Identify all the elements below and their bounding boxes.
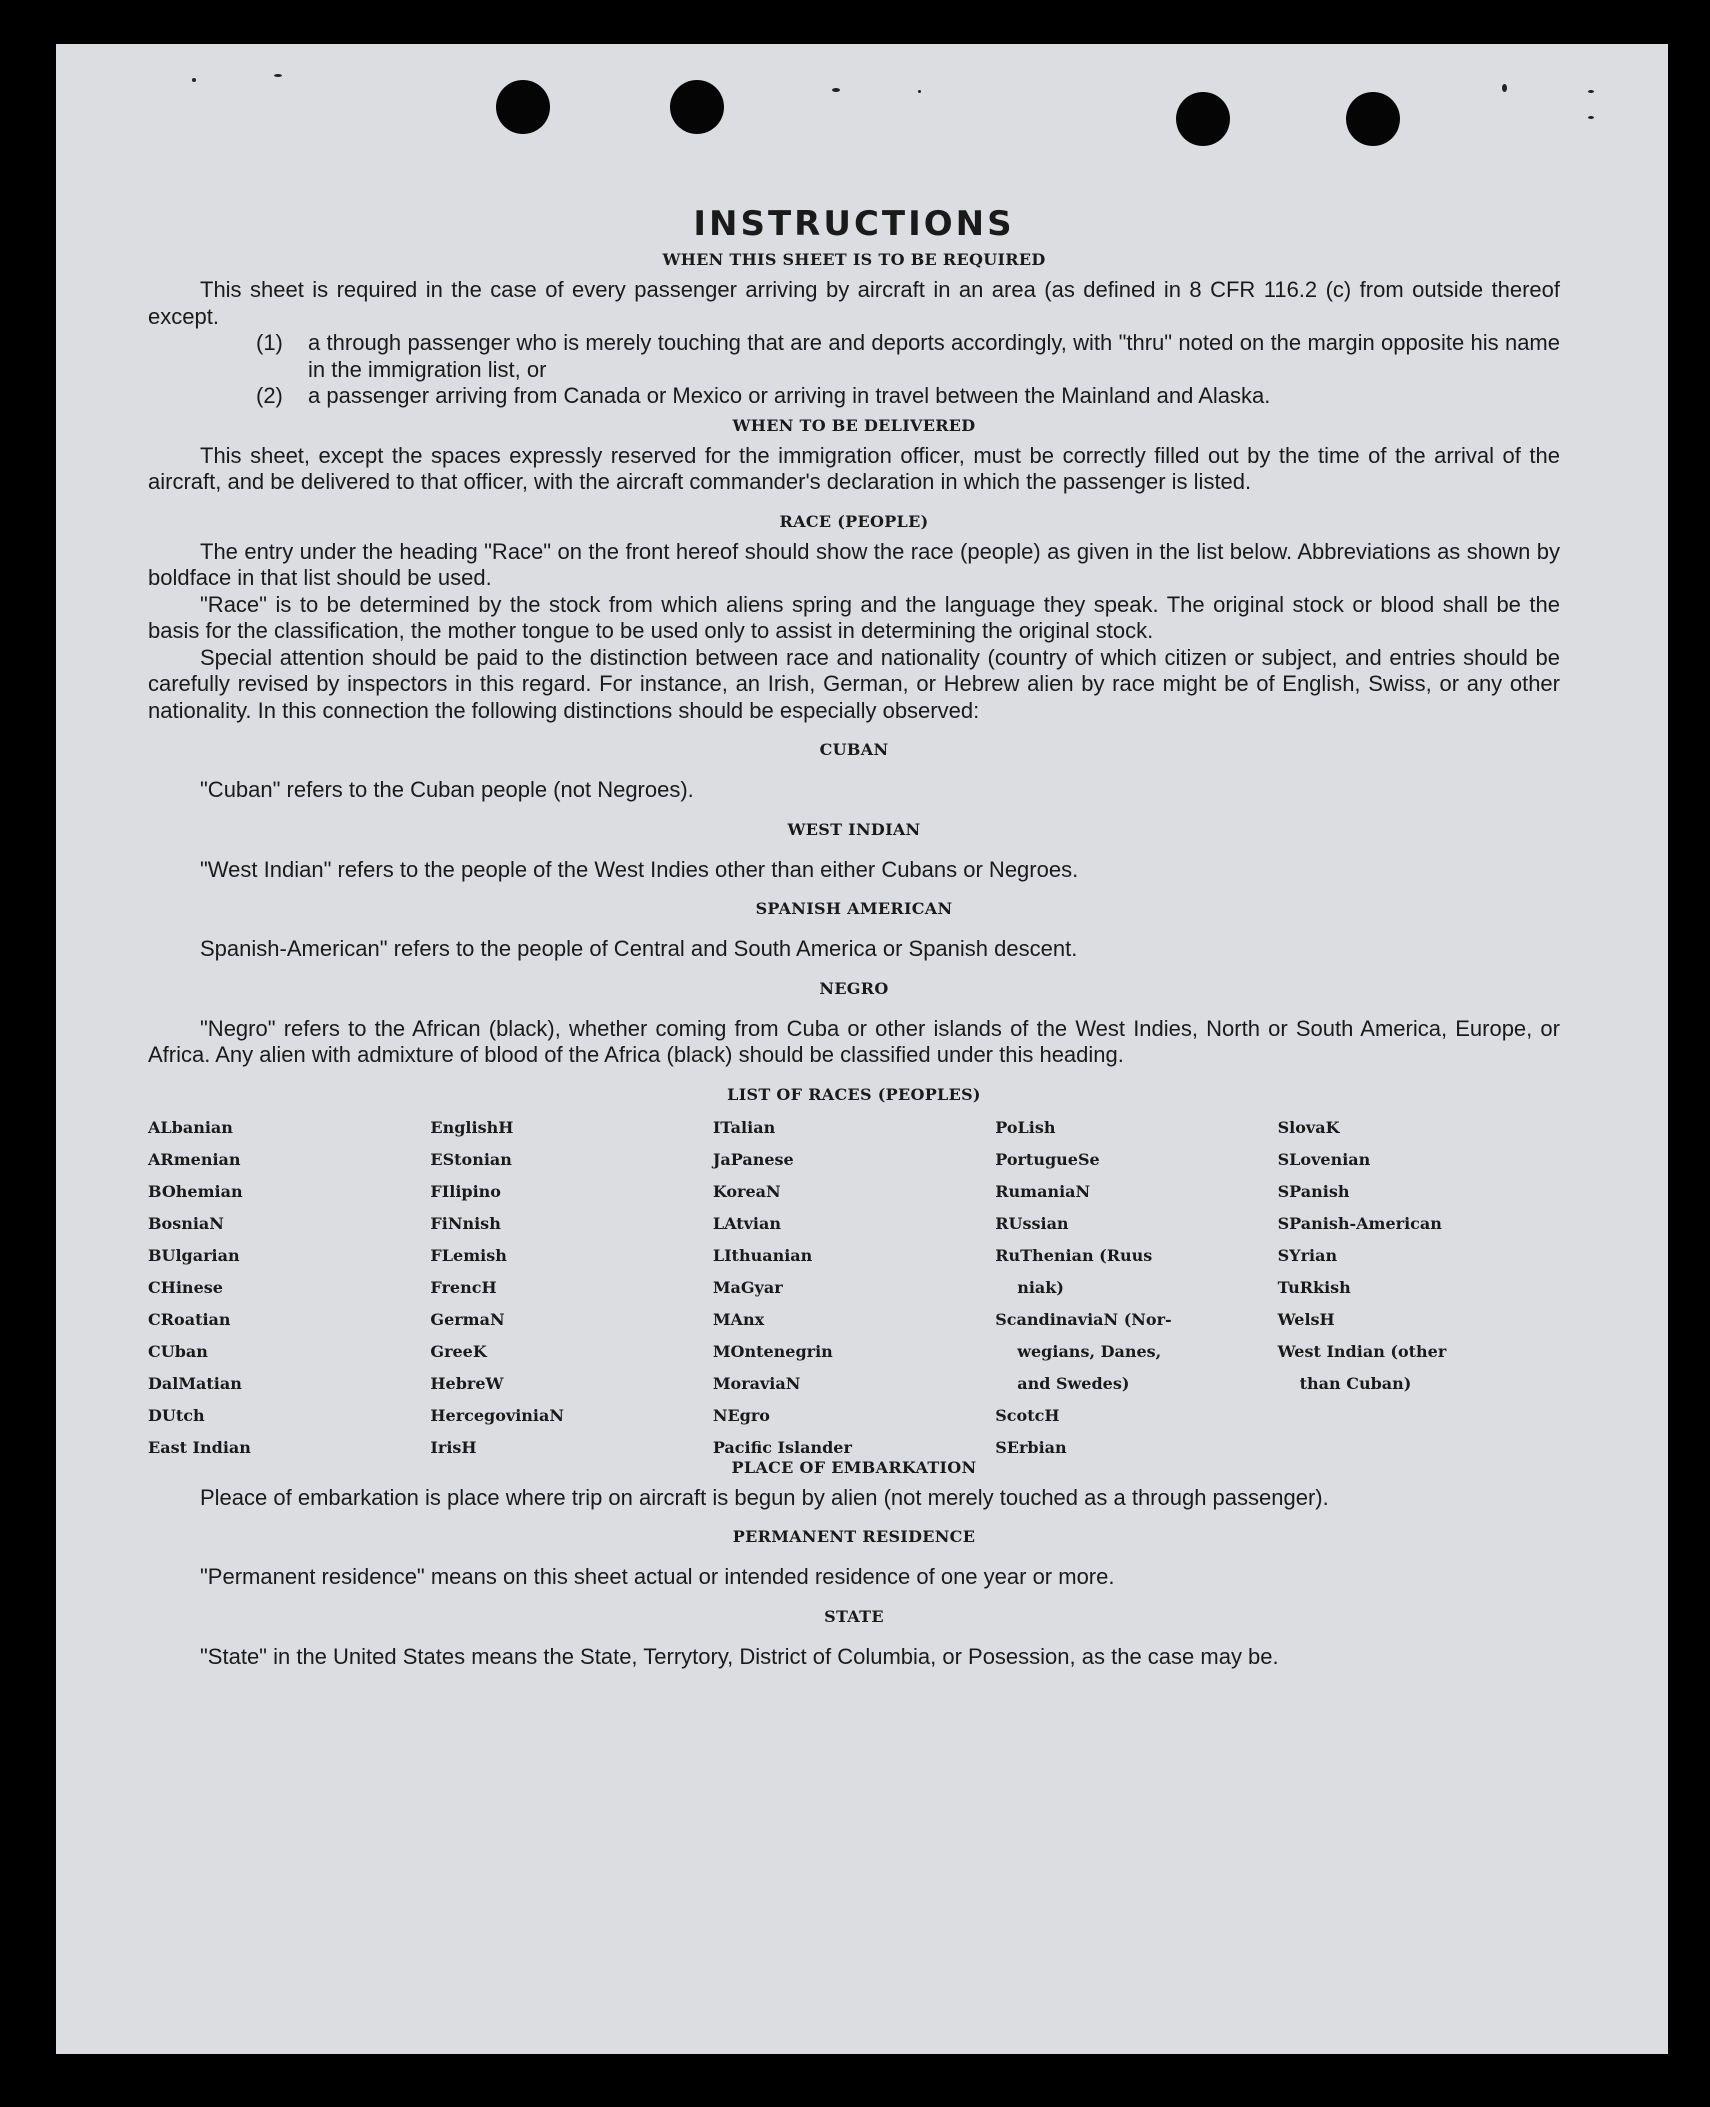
race-entry: ALbanian xyxy=(148,1117,233,1137)
race-paragraph-1: The entry under the heading "Race" on the front hereof should show the race (people) as given in the list below. Abbreviations as shown by boldface in that list should be used. xyxy=(148,538,1560,590)
section-heading-residence: PERMANENT RESIDENCE xyxy=(732,1527,976,1546)
section-heading-list-of-races: LIST OF RACES (PEOPLES) xyxy=(727,1084,981,1104)
race-entry: MaGyar xyxy=(712,1277,783,1297)
race-entry: MAnx xyxy=(712,1309,765,1329)
races-column xyxy=(430,1112,712,1464)
page-title: INSTRUCTIONS xyxy=(693,204,1015,244)
race-entry: KoreaN xyxy=(712,1181,781,1201)
item-text: a passenger arriving from Canada or Mexico or arriving in travel between the Mainland and Alaska. xyxy=(308,383,1271,408)
item-number: (2) xyxy=(256,383,283,408)
delivered-text: This sheet, except the spaces expressly reserved for the immigration officer, must be correctly filled out by the time of the arrival of the aircraft, and be delivered to that officer, with the aircraft commander's declaration in which the passenger is listed. xyxy=(148,442,1560,494)
races-list xyxy=(148,1112,1560,1464)
race-entry: MOntenegrin xyxy=(712,1341,833,1361)
race-entry: ScotcH xyxy=(995,1405,1060,1425)
race-entry: SLovenian xyxy=(1277,1149,1371,1169)
race-entry: RUssian xyxy=(995,1213,1069,1233)
race-entry: PoLish xyxy=(995,1117,1056,1137)
section-heading-cuban: CUBAN xyxy=(819,740,889,759)
speck xyxy=(192,78,196,82)
race-entry: JaPanese xyxy=(712,1149,794,1169)
speck xyxy=(1588,90,1594,93)
race-entry: RumaniaN xyxy=(995,1181,1091,1201)
instructions-body xyxy=(148,204,1560,1670)
race-entry: BUlgarian xyxy=(148,1245,240,1265)
negro-text: "Negro" refers to the African (black), whether coming from Cuba or other islands of the West Indies, North or South America, Europe, or Africa. Any alien with admixture of blood of the Africa (black) should be classified under this heading. xyxy=(148,1015,1560,1067)
required-item xyxy=(256,383,1560,410)
race-entry: CUban xyxy=(148,1341,208,1361)
race-entry: ITalian xyxy=(712,1117,776,1137)
race-entry: HercegoviniaN xyxy=(430,1405,564,1425)
section-heading-state: STATE xyxy=(824,1606,884,1626)
punch-hole xyxy=(670,80,724,134)
race-entry: TuRkish xyxy=(1277,1277,1351,1297)
race-entry: WelsH xyxy=(1277,1309,1335,1329)
race-entry: HebreW xyxy=(430,1373,504,1393)
punch-hole xyxy=(1176,92,1230,146)
speck xyxy=(832,88,840,92)
section-heading-west-indian: WEST INDIAN xyxy=(787,819,921,839)
race-entry: NEgro xyxy=(712,1405,770,1425)
speck xyxy=(1588,116,1594,119)
speck xyxy=(918,90,921,93)
race-entry: East Indian xyxy=(148,1437,251,1457)
race-entry: FrencH xyxy=(430,1277,497,1297)
races-column xyxy=(1278,1112,1560,1464)
required-item xyxy=(256,330,1560,383)
document-sheet xyxy=(56,44,1668,2054)
race-entry: SYrian xyxy=(1277,1245,1338,1265)
race-entry: wegians, Danes, xyxy=(1017,1341,1162,1361)
punch-hole xyxy=(1346,92,1400,146)
section-heading-embarkation: PLACE OF EMBARKATION xyxy=(731,1457,977,1477)
race-entry: EStonian xyxy=(430,1149,512,1169)
section-heading-delivered: WHEN TO BE DELIVERED xyxy=(732,415,976,435)
race-entry: LAtvian xyxy=(712,1213,781,1233)
punch-hole xyxy=(496,80,550,134)
race-entry: SlovaK xyxy=(1277,1117,1340,1137)
west-indian-text: "West Indian" refers to the people of the West Indies other than either Cubans or Negroes. xyxy=(200,856,1079,882)
race-entry: ARmenian xyxy=(148,1149,241,1169)
race-entry: GreeK xyxy=(430,1341,487,1361)
race-entry: EnglishH xyxy=(430,1117,514,1137)
required-intro: This sheet is required in the case of every passenger arriving by aircraft in an area (as defined in 8 CFR 116.2 (c) from outside thereof except. xyxy=(148,277,1560,329)
race-entry: ScandinaviaN (Nor- xyxy=(995,1309,1172,1329)
race-entry: SPanish-American xyxy=(1277,1213,1442,1233)
speck xyxy=(274,74,282,77)
race-entry: Pacific Islander xyxy=(712,1437,852,1457)
item-number: (1) xyxy=(256,330,283,355)
embarkation-text: Pleace of embarkation is place where trip on aircraft is begun by alien (not merely touched as a through passenger). xyxy=(200,1484,1329,1510)
race-entry: DUtch xyxy=(148,1405,205,1425)
race-entry: FIlipino xyxy=(430,1181,501,1201)
cuban-text: "Cuban" refers to the Cuban people (not Negroes). xyxy=(200,777,694,802)
spanish-american-text: Spanish-American" refers to the people of Central and South America or Spanish descent. xyxy=(200,936,1078,961)
race-entry: FLemish xyxy=(430,1245,507,1265)
speck xyxy=(1502,84,1507,92)
state-text: "State" in the United States means the State, Terrytory, District of Columbia, or Posession, as the case may be. xyxy=(200,1643,1279,1669)
race-entry: BOhemian xyxy=(148,1181,243,1201)
race-entry: LIthuanian xyxy=(712,1245,813,1265)
race-entry: IrisH xyxy=(430,1437,477,1457)
race-entry: DalMatian xyxy=(148,1373,242,1393)
race-entry: and Swedes) xyxy=(1017,1373,1130,1393)
race-entry: BosniaN xyxy=(148,1213,224,1233)
item-text: a through passenger who is merely touching that are and deports accordingly, with "thru" noted on the margin opposite his name in the immigration list, or xyxy=(308,330,1560,382)
race-paragraph-3: Special attention should be paid to the distinction between race and nationality (country of which citizen or subject, and entries should be carefully revised by inspectors in this regard. For instance, an Irish, German, or Hebrew alien by race might be of English, Swiss, or any other nationality. In this connection the following distinctions should be especially observed: xyxy=(148,644,1560,723)
race-entry: SPanish xyxy=(1277,1181,1350,1201)
section-heading-spanish-american: SPANISH AMERICAN xyxy=(755,899,953,918)
race-entry: PortugueSe xyxy=(995,1149,1100,1169)
race-entry: SErbian xyxy=(995,1437,1067,1457)
race-entry: CRoatian xyxy=(148,1309,231,1329)
race-entry: MoraviaN xyxy=(712,1373,801,1393)
section-heading-negro: NEGRO xyxy=(819,978,889,998)
race-entry: than Cuban) xyxy=(1299,1373,1412,1393)
races-column xyxy=(148,1112,430,1464)
races-column xyxy=(995,1112,1277,1464)
residence-text: "Permanent residence" means on this sheet actual or intended residence of one year or more. xyxy=(200,1564,1115,1589)
race-entry: niak) xyxy=(1017,1277,1064,1297)
race-paragraph-2: "Race" is to be determined by the stock from which aliens spring and the language they speak. The original stock or blood shall be the basis for the classification, the mother tongue to be used only to assist in determining the original stock. xyxy=(148,591,1560,643)
section-heading-required: WHEN THIS SHEET IS TO BE REQUIRED xyxy=(662,250,1046,269)
race-entry: CHinese xyxy=(148,1277,223,1297)
race-entry: RuThenian (Ruus xyxy=(995,1245,1153,1265)
section-heading-race: RACE (PEOPLE) xyxy=(779,511,929,531)
races-column xyxy=(713,1112,995,1464)
race-entry: FiNnish xyxy=(430,1213,501,1233)
race-entry: West Indian (other xyxy=(1277,1341,1447,1361)
race-entry: GermaN xyxy=(430,1309,505,1329)
